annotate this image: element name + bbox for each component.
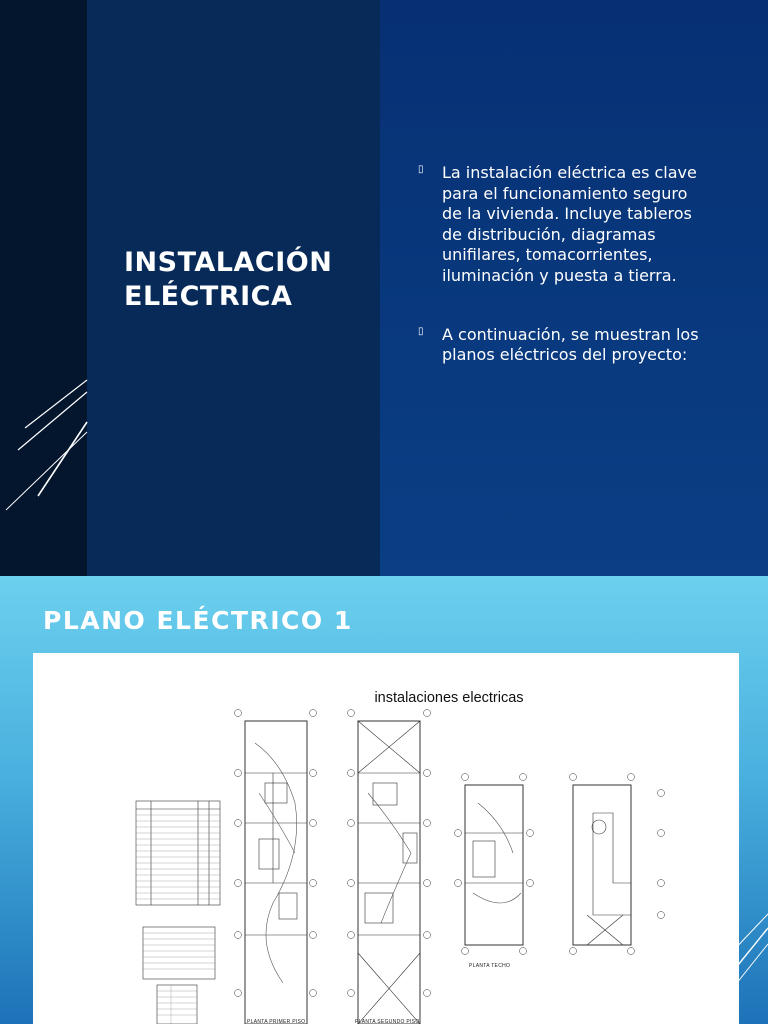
slide-2 [0,576,768,1024]
bullet-icon: ▯ [418,325,424,337]
bullet-icon: ▯ [418,164,424,175]
slide-title-line-2: ELÉCTRICA [124,281,293,312]
bullet-item [418,325,708,366]
bullet-item [418,163,708,287]
bullet-list [418,163,708,366]
image-caption-text: instalaciones electricas [374,690,524,706]
slide-title [124,246,364,314]
plan-label-2: PLANTA SEGUNDO PISO [355,1019,420,1024]
bullet-text: A continuación, se muestran los planos eléctricos del proyecto: [442,324,699,365]
slide-title-line-1: INSTALACIÓN [124,247,333,278]
diagonal-lines-icon [0,370,100,530]
plan-label-1: PLANTA PRIMER PISO [247,1019,306,1024]
plan-label-3: PLANTA TECHO [469,963,511,969]
floor-plan-drawing [33,653,739,1024]
electrical-plan-image [33,653,739,1024]
slide-title: PLANO ELÉCTRICO 1 [43,606,353,635]
bullet-text: La instalación eléctrica es clave para el funcionamiento seguro de la vivienda. Incluye tableros de distribución, diagramas unifilares, tomacorrientes, iluminación y puesta a tierra. [442,163,697,285]
